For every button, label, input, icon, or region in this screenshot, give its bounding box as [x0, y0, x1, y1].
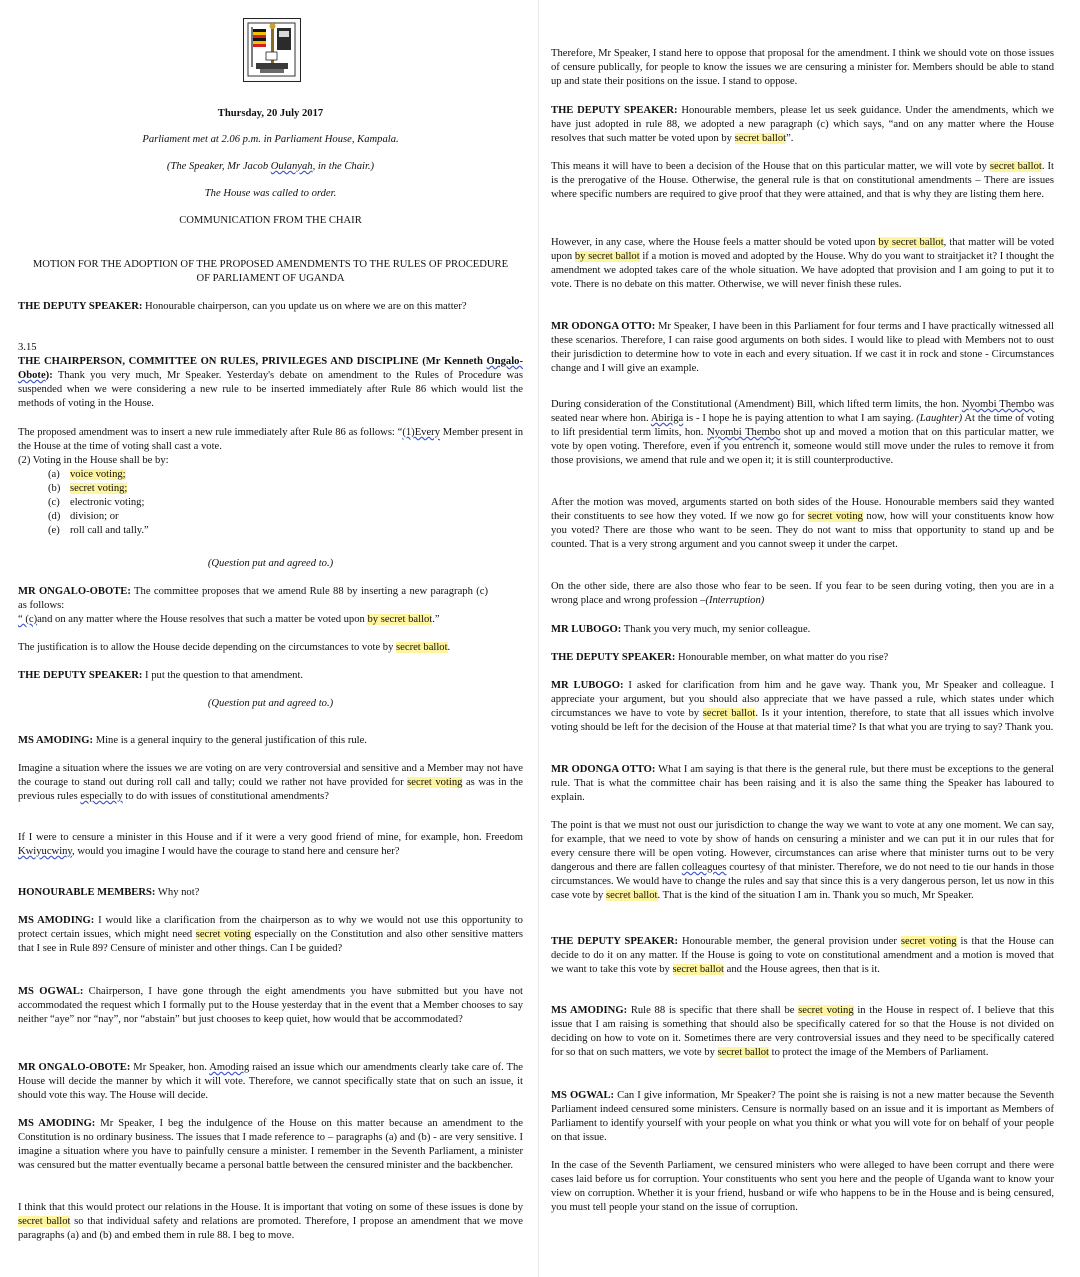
speech-paragraph: In the case of the Seventh Parliament, we censured ministers who were alleged to have been corrupt and there were cases laid before us for corruption. Your constituents who sent you here and the people of Uganda want to know your view on corruption. Whether it is your friend, husband or wife who happens to be in the House and is being censured, you must tell people your stand on the issue of corruption.	[551, 1160, 1054, 1213]
speech-paragraph: The point is that we must not oust our jurisdiction to change the way we want to vote at any one moment. We can say, for example, that we need to vote by show of hands on censuring a minister and we can put it in our rules that for every censure there will be open voting. However, circumstances can arise where that minister turns out to be very dangerous and there are fallen colleagues courtesy of that minister. Therefore, we do not need to tie our hands in those circumstances. We would have to change the rules and say that since this is a very dangerous person, let us now in this case vote by secret ballot. That is the kind of the situation I am in. Thank you so much, Mr Speaker.	[551, 820, 1054, 901]
speech-paragraph: After the motion was moved, arguments started on both sides of the House. Honourable members said they wanted their constituents to see how they voted. If we now go for secret voting now, how will your constituents know how you voted? There are those who want to be seen. They do not want to miss that opportunity to stand up and be counted. That is a very strong argument and you cannot sweep it under the carpet.	[551, 497, 1054, 550]
speech-paragraph: Therefore, Mr Speaker, I stand here to oppose that proposal for the amendment. I think we should vote on those issues of censure publically, for people to know the issues we are censuring a minister for. Members should be able to stand up and state their positions on the issue. I stand to oppose.	[551, 48, 1054, 87]
speech-paragraph: During consideration of the Constitutional (Amendment) Bill, which lifted term limits, the hon. Nyombi Thembo was seated near where hon. Abiriga is - I hope he is paying attention to what I am saying. (Laughter) At the time of voting to lift presidential term limits, hon. Nyombi Thembo shot up and moved a motion that on this particular matter, we vote by open voting. Therefore, even if you entrench it, someone would still move under the rules to remove it from those provisions, we amend that rule and we open it; it is still counterproductive.	[551, 399, 1054, 466]
voting-methods-list	[48, 468, 149, 538]
list-item: (a) voice voting;	[48, 469, 126, 480]
called-to-order: The House was called to order.	[204, 188, 337, 199]
speech-paragraph: MS OGWAL: Can I give information, Mr Speaker? The point she is raising is not a new matter because the Seventh Parliament indeed censured some ministers. Censure is normally based on an issue and it is important as Members of Parliament to identify yourself with your people on what you think or what you will vote for on behalf of your people on that issue.	[551, 1090, 1054, 1143]
speech-paragraph: THE DEPUTY SPEAKER: Honourable chairperson, can you update us on where we are on this matter?	[18, 301, 467, 312]
list-item: (e) roll call and tally.”	[48, 525, 149, 536]
time-stamp: 3.15	[18, 342, 37, 353]
speech-paragraph: HONOURABLE MEMBERS: Why not?	[18, 887, 200, 898]
speech-paragraph: I think that this would protect our relations in the House. It is important that voting on some of these issues is done by secret ballot so that individual safety and relations are promoted. Therefore, I propose an amendment that we move paragraphs (a) and (b) and embed them in rule 88. I beg to move.	[18, 1202, 523, 1241]
speech-paragraph: THE DEPUTY SPEAKER: Honourable member, on what matter do you rise?	[551, 652, 889, 663]
speech-paragraph: MS AMODING: Mr Speaker, I beg the indulgence of the House on this matter because an amendment to the Constitution is no ordinary business. The issues that I made reference to – paragraphs (a) and (b) - are very sensitive. I imagine a situation where you have to painfully censure a minister. I remember in the Seventh Parliament, a minister was censured but the matter eventually became a personal battle between the censured minister and the backbencher.	[18, 1118, 523, 1171]
speech-paragraph: MR ONGALO-OBOTE: The committee proposes that we amend Rule 88 by inserting a new paragraph (c) as follows: “ (c)and on any matter where the House resolves that such a matter be voted upon by secret ballot.”	[18, 586, 489, 625]
list-item: (d) division; or	[48, 511, 119, 522]
speech-paragraph: MR ODONGA OTTO: What I am saying is that there is the general rule, but there must be exceptions to the general rule. That is what the committee chair has been raising and it is also the same thing the Speaker has laboured to explain.	[551, 764, 1054, 803]
speech-paragraph: MR ONGALO-OBOTE: Mr Speaker, hon. Amoding raised an issue which our amendments clearly take care of. The House will decide the manner by which it will vote. Therefore, we cannot specifically state that on such an issue, it should vote this way. The House will decide.	[18, 1062, 524, 1101]
speech-paragraph: THE CHAIRPERSON, COMMITTEE ON RULES, PRIVILEGES AND DISCIPLINE (Mr Kenneth Ongalo-Obote): Thank you very much, Mr Speaker. Yesterday's debate on amendment to the Rules of Procedure was suspended when we were considering a new rule to be inserted immediately after Rule 86 which would list the methods of voting in the House.	[18, 356, 523, 409]
procedural-note: (Question put and agreed to.)	[207, 558, 334, 569]
speech-paragraph: THE DEPUTY SPEAKER: Honourable members, please let us seek guidance. Under the amendments, which we have just adopted in rule 88, we adopted a new paragraph (c) which says, “and on any matter where the House resolves that such matter be voted upon by secret ballot”.	[551, 105, 1054, 144]
list-item: (c) electronic voting;	[48, 497, 145, 508]
speech-paragraph: MR LUBOGO: Thank you very much, my senior colleague.	[551, 624, 811, 635]
motion-title: MOTION FOR THE ADOPTION OF THE PROPOSED AMENDMENTS TO THE RULES OF PROCEDURE OF PARLIAMENT OF UGANDA	[32, 259, 509, 284]
speech-paragraph: The justification is to allow the House decide depending on the circumstances to vote by secret ballot.	[18, 642, 451, 653]
parliament-emblem-logo	[243, 18, 301, 82]
speech-paragraph: This means it will have to been a decision of the House that on this particular matter, we will vote by secret ballot. It is the prerogative of the House. Otherwise, the general rule is that on constitutional amendments – There are issues where specific numbers are required to give proof that they were attained, and that is why they are listing them here.	[551, 161, 1054, 200]
speech-paragraph: However, in any case, where the House feels a matter should be voted upon by secret ballot, that matter will be voted upon by secret ballot if a motion is moved and adopted by the House. Why do you want to straitjacket it? I thought the amendment we adopted takes care of the whole situation. We have adopted that provision and I am going to put it to vote. There is no debate on this matter. Otherwise, we will never finish these rules.	[551, 237, 1055, 290]
sitting-date: Thursday, 20 July 2017	[217, 108, 324, 119]
communication-heading: COMMUNICATION FROM THE CHAIR	[179, 215, 362, 226]
meeting-line: Parliament met at 2.06 p.m. in Parliament House, Kampala.	[142, 134, 399, 145]
list-item: (b) secret voting;	[48, 483, 128, 494]
speech-paragraph: THE DEPUTY SPEAKER: Honourable member, the general provision under secret voting is that the House can decide to do it on any matter. If the House is going to vote on constitutional amendment and a motion is moved that we want to take this vote by secret ballot and the House agrees, then that is it.	[551, 936, 1054, 975]
speech-paragraph: On the other side, there are also those who fear to be seen. If you fear to be seen during voting, then you are in a wrong place and wrong profession –(Interruption)	[551, 581, 1054, 606]
chair-line: (The Speaker, Mr Jacob Oulanyah, in the Chair.)	[166, 161, 375, 172]
speech-paragraph: MS AMODING: Rule 88 is specific that there shall be secret voting in the House in respect of. I believe that this issue that I am raising is something that should also be specifically catered for so that the House is not divided on deciding on how to vote on it. Sometimes there are very controversial issues and they need to be specifically catered for so that on such matters, we vote by secret ballot to protect the image of the Members of Parliament.	[551, 1005, 1054, 1058]
speech-paragraph: MS AMODING: I would like a clarification from the chairperson as to why we would not use this opportunity to protect certain issues, which might need secret voting especially on the Constitution and also other sensitive matters that I see in Rule 89? Censure of minister and other things. Can I be guided?	[18, 915, 523, 954]
speech-paragraph: MR ODONGA OTTO: Mr Speaker, I have been in this Parliament for four terms and I have practically witnessed all these scenarios. Therefore, I can raise good arguments on both sides. I would like to plead with Members not to oust their jurisdiction to determine how to vote in each and every situation. If we cast it in rock and stone - Circumstances change and I will give an example.	[551, 321, 1054, 374]
column-divider	[538, 0, 539, 1277]
speech-paragraph: Imagine a situation where the issues we are voting on are very controversial and sensitive and a Member may not have the courage to stand out during roll call and tally; could we rather not have provided for secret voting as was in the previous rules especially to do with issues of constitutional amendments?	[18, 763, 523, 802]
speech-paragraph: If I were to censure a minister in this House and if it were a very good friend of mine, for example, hon. Freedom Kwiyucwiny, would you imagine I would have the courage to stand here and censure her?	[18, 832, 523, 857]
speech-paragraph: MS OGWAL: Chairperson, I have gone through the eight amendments you have submitted but you have not accommodated the request which I formally put to the House yesterday that in the event that a Member chooses to say neither “aye” nor “nay”, nor “abstain” but just chooses to keep quiet, how would that be accommodated?	[18, 986, 523, 1025]
procedural-note: (Question put and agreed to.)	[207, 698, 334, 709]
speech-paragraph: The proposed amendment was to insert a new rule immediately after Rule 86 as follows: “(1)Every Member present in the House at the time of voting shall cast a vote. (2) Voting in the House shall be by:	[18, 427, 523, 466]
speech-paragraph: MS AMODING: Mine is a general inquiry to the general justification of this rule.	[18, 735, 367, 746]
speech-paragraph: MR LUBOGO: I asked for clarification from him and he gave way. Thank you, Mr Speaker and colleague. I appreciate your argument, but you should also appreciate that we have passed a rule, which states under which circumstances we have to vote by secret ballot. Is it your intention, therefore, to state that all issues which involve voting should be left for the decision of the House at that material time? Is that what you are trying to say? Thank you.	[551, 680, 1054, 733]
speech-paragraph: THE DEPUTY SPEAKER: I put the question to that amendment.	[18, 670, 304, 681]
